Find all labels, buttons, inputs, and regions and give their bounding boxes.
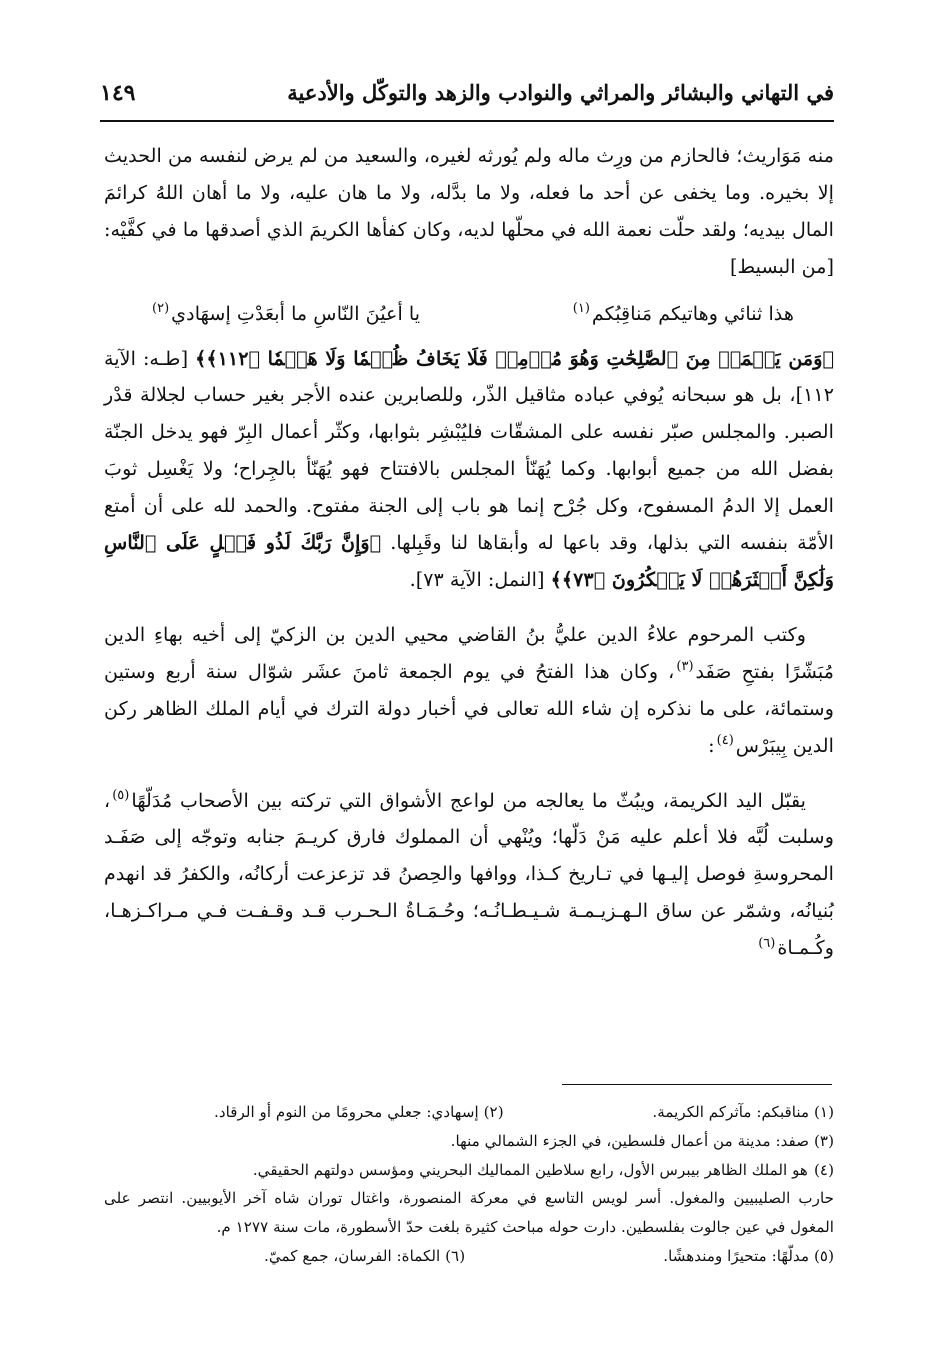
page-header [100,72,834,120]
footnote-ref[interactable]: (٥) [112,788,130,804]
footnote-1: (١) مناقبكم: مآثركم الكريمة. [652,1103,834,1121]
paragraph-3: وكتب المرحوم علاءُ الدين عليُّ بنُ القاضي محيي الدين بن الزكيّ إلى أخيه بهاءِ الدين مُبَشّرًا بفتحِ صَفَد$^{(٣)}$، وكان هذا الفتحُ في يوم الجمعة ثامنَ عشَر شوّال سنة أربع وستين وستمائة، على ما نذكره إن شاء الله تعالى في أخبار دولة الترك في أيام الملك الظاهر ركن الدين بِيبَرْس$^{(٤)}$: [104,622,835,757]
footnote-4-continued: حارب الصليبيين والمغول. أسر لويس التاسع في معركة المنصورة، واغتال توران شاه آخر الأيوبيين. انتصر على المغول في عين جالوت بفلسطين. دارت حوله مباحث كثيرة بلغت حدّ الأسطورة، مات سنة ١٢٧٧ م. [104,1189,834,1237]
poetry-verse [104,296,834,333]
footnote-row [104,1242,834,1271]
footnote-2: (٢) إسهادي: جعلي محرومًا من النوم أو الرقاد. [214,1103,504,1121]
verse-hemistich-first: هذا ثنائي وهاتيكم مَناقِبُكم$^{(١)}$ [572,301,794,325]
header-rule [100,120,834,122]
paragraph-2: ﴿وَمَن يَعۡمَلۡ مِنَ ٱلصَّٰلِحَٰتِ وَهُوَ مُؤۡمِنٞ فَلَا يَخَافُ ظُلۡمٗا وَلَا هَضۡمٗا ﴿١١٢﴾﴾ [طـه: الآية ١١٢]، بل هو سبحانه يُوفي عباده مثاقيل الذّر، وللصابرين عنده الأجر بغير حساب لجلالة قدْر الصبر. والمجلس صبّر نفسه على المشقّات فليُبْشِر بثوابها، وكثّر أعمال البِرّ فهو يدخل الجنّة بفضل الله من جميع أبوابها. وكما يُهَنّأ المجلس بالافتتاح فهو يُهَنّأ بالجِراح؛ ولا يَغْسِل ثوبَ العمل إلا الدمُ المسفوح، وكل جُرْح إنما هو باب إلى الجنة مفتوح. والحمد لله على أن أمتع الأمّة بنفسه التي بذلها، وقد باعها له وأبقاها لنا وقَبِلها. ﴿وَإِنَّ رَبَّكَ لَذُو فَضۡلٍ عَلَى ٱلنَّاسِ وَلَٰكِنَّ أَكۡثَرَهُمۡ لَا يَشۡكُرُونَ ﴿٧٣﴾﴾ [النمل: الآية ٧٣]. [104,346,834,591]
footnote-ref[interactable]: (٦) [758,935,776,951]
footnote-ref[interactable]: (١) [572,301,590,317]
quran-quote: ﴿وَإِنَّ رَبَّكَ لَذُو فَضۡلٍ عَلَى ٱلنَّاسِ وَلَٰكِنَّ أَكۡثَرَهُمۡ لَا يَشۡكُرُونَ ﴿٧٣﴾﴾ [104,531,834,591]
verse-hemistich-second: يا أعيُنَ النّاسِ ما أبعَدْتِ إسهَادي$^{(٢)}$ [152,301,421,325]
footnote-5: (٥) مدلّهًا: متحيرًا ومندهشًا. [663,1246,834,1265]
footnote-3: (٣) صفد: مدينة من أعمال فلسطين، في الجزء الشمالي منها. [450,1131,834,1150]
main-text [104,138,834,967]
paragraph-1: منه مَوَاريث؛ فالحازم من ورِث ماله ولم يُورثه لغيره، والسعيد من لم يرض لنفسه من الحديث إلا بخيره. وما يخفى عن أحد ما فعله، ولا ما بدَّله، ولا ما هان عليه، ولا ما أهان اللهُ كرائمَ المال بيديه؛ ولقد حلّت نعمة الله في محلّها لديه، وكان كفأها الكريمَ الذي أصدقها ما في كفَّيْه: [من البسيط] [104,144,834,278]
footnote-ref[interactable]: (٣) [676,659,694,675]
paragraph-4: يقبّل اليد الكريمة، ويبُثّ ما يعالجه من لواعج الأشواق التي تركته بين الأصحاب مُدَلّهًا$^{(٥)}$، وسلبت لُبَّه فلا أعلم عليه مَنْ دَلّها؛ ويُنْهي أن المملوك فارق كريـمَ جنابه وتوجّه إلى صَفَـد المحروسةِ فوصل إليـها في تـاريخ كـذا، ووافها والحِصنُ قد تزعزعت أركانُه، والكفرُ قد انهدم بُنيانُه، وشمّر عن ساق الـهـزيـمـة شـيـطـانُـه؛ وحُـمَـاةُ الـحـرب قـد وقـفـت فـي مـراكـزهـا، وكُـمـاة$^{(٦)}$ [104,788,834,960]
running-title: في التهاني والبشائر والمراثي والنوادب والزهد والتوكّل والأدعية [287,80,834,105]
footnote-6: (٦) الكماة: الفرسان، جمع كميّ. [264,1246,466,1265]
quran-quote: ﴿وَمَن يَعۡمَلۡ مِنَ ٱلصَّٰلِحَٰتِ وَهُوَ مُؤۡمِنٞ فَلَا يَخَافُ ظُلۡمٗا وَلَا هَضۡمٗا ﴿١١٢﴾﴾ [195,346,834,370]
footnote-4: (٤)هو الملك الظاهر بيبرس الأول، رابع سلاطين المماليك البحريني ومؤسس دولتهم الحقيقي. [252,1160,834,1179]
footnote-separator [562,1084,832,1085]
footnotes [104,1098,834,1271]
footnote-ref[interactable]: (٤) [716,733,734,749]
paragraph-gap [104,599,834,617]
footnote-row [104,1098,834,1127]
page-number: ١٤٩ [100,80,136,106]
footnote-ref[interactable]: (٢) [152,301,170,317]
paragraph-gap [104,765,834,783]
